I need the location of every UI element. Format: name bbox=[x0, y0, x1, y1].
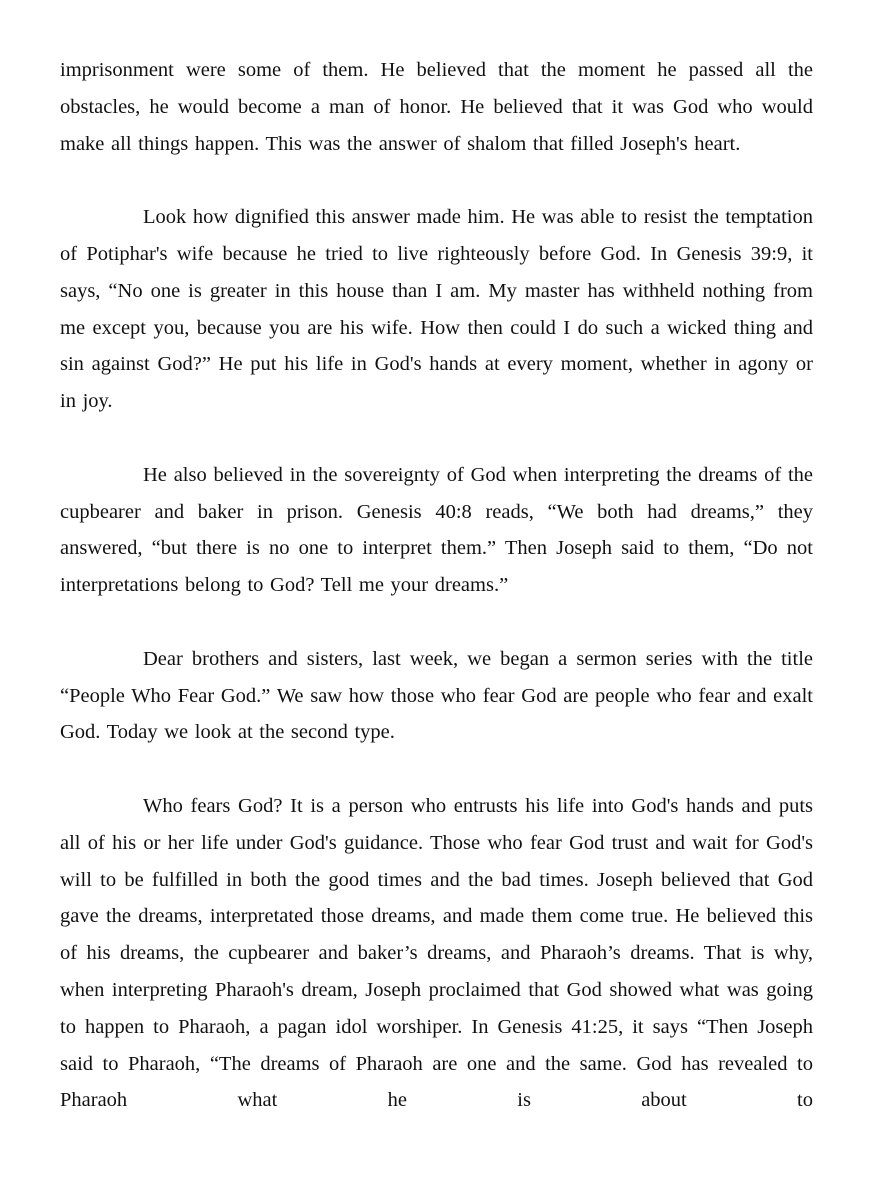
paragraph-1: imprisonment were some of them. He believed that the moment he passed all the obstacles, he would become a man of honor. He believed that it was God who would make all things happen. This was the answer of shalom that filled Joseph's heart. bbox=[60, 59, 813, 155]
paragraph-3: He also believed in the sovereignty of God when interpreting the dreams of the cupbearer and baker in prison. Genesis 40:8 reads, “We both had dreams,” they answered, “but there is no one to interpret them.” Then Joseph said to them, “Do not interpretations belong to God? Tell me your dreams.” bbox=[60, 463, 813, 597]
paragraph-5: Who fears God? It is a person who entrusts his life into God's hands and puts all of his or her life under God's guidance. Those who fear God trust and wait for God's will to be fulfilled in both the good times and the bad times. Joseph believed that God gave the dreams, interpretated those dreams, and made them come true. He believed this of his dreams, the cupbearer and baker’s dreams, and Pharaoh’s dreams. That is why, when interpreting Pharaoh's dream, Joseph proclaimed that God showed what was going to happen to Pharaoh, a pagan idol worshiper. In Genesis 41:25, it says “Then Joseph said to Pharaoh, “The dreams of Pharaoh are one and the same. God has revealed to Pharaoh what he is about to bbox=[60, 794, 813, 1112]
document-page bbox=[60, 52, 813, 1119]
paragraph-2: Look how dignified this answer made him. He was able to resist the temptation of Potiphar's wife because he tried to live righteously before God. In Genesis 39:9, it says, “No one is greater in this house than I am. My master has withheld nothing from me except you, because you are his wife. How then could I do such a wicked thing and sin against God?” He put his life in God's hands at every moment, whether in agony or in joy. bbox=[60, 206, 813, 413]
paragraph-4: Dear brothers and sisters, last week, we began a sermon series with the title “People Who Fear God.” We saw how those who fear God are people who fear and exalt God. Today we look at the second type. bbox=[60, 647, 813, 744]
